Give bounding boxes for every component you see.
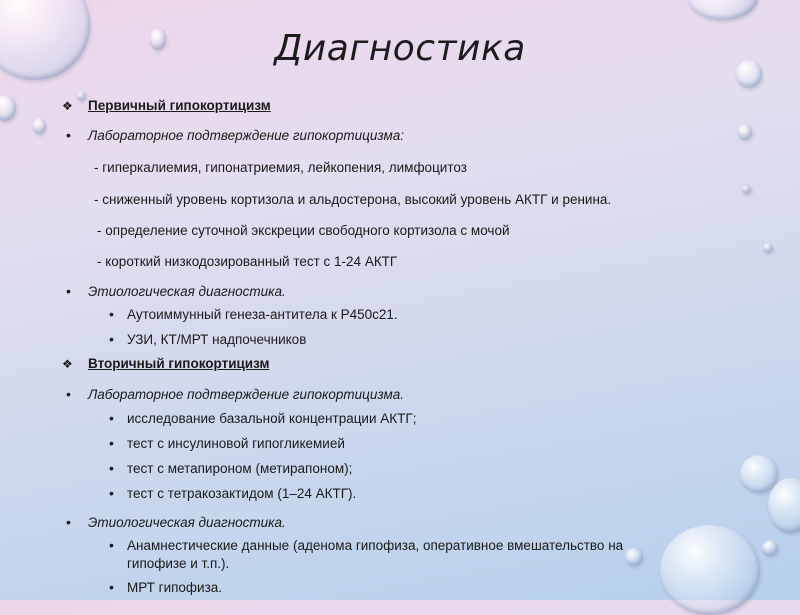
secondary-lab-title: Лабораторное подтверждение гипокортицизма. [88, 387, 405, 402]
secondary-lab-item: тест с инсулиновой гипогликемией [127, 436, 345, 451]
water-drop [762, 540, 778, 556]
secondary-etio-title: Этиологическая диагностика. [88, 515, 286, 530]
bullet-icon: • [109, 410, 114, 426]
diamond-bullet-icon: ❖ [62, 357, 73, 371]
primary-etio-item: УЗИ, КТ/МРТ надпочечников [127, 332, 307, 347]
primary-lab-item: - сниженный уровень кортизола и альдостерона, высокий уровень АКТГ и ренина. [94, 192, 612, 207]
bullet-icon: • [109, 435, 114, 451]
secondary-lab-item: исследование базальной концентрации АКТГ; [127, 411, 417, 426]
primary-lab-item: - гиперкалиемия, гипонатриемия, лейкопения, лимфоцитоз [94, 160, 467, 175]
primary-lab-title: Лабораторное подтверждение гипокортицизма: [88, 128, 405, 143]
secondary-etio-item: МРТ гипофиза. [127, 580, 223, 595]
bullet-icon: • [66, 283, 71, 299]
secondary-heading: Вторичный гипокортицизм [88, 356, 270, 371]
water-drop [33, 118, 46, 134]
water-drop [77, 91, 86, 101]
bullet-icon: • [66, 127, 71, 143]
secondary-etio-item: Анамнестические данные (аденома гипофиза, оперативное вмешательство на [127, 538, 624, 553]
water-drop [0, 95, 16, 121]
bullet-icon: • [109, 331, 114, 347]
primary-lab-item: - определение суточной экскреции свободного кортизола с мочой [97, 223, 510, 238]
water-drop [742, 185, 751, 194]
water-drop [763, 243, 773, 253]
bullet-icon: • [109, 485, 114, 501]
diamond-bullet-icon: ❖ [62, 99, 73, 113]
water-drop [688, 0, 758, 20]
slide-title: Диагностика [274, 28, 526, 69]
bullet-icon: • [109, 460, 114, 476]
bullet-icon: • [66, 386, 71, 402]
water-drop [768, 478, 800, 533]
primary-heading: Первичный гипокортицизм [88, 98, 271, 113]
secondary-lab-item: тест с тетракозактидом (1–24 АКТГ). [127, 486, 357, 501]
bullet-icon: • [109, 306, 114, 322]
secondary-etio-item: гипофизе и т.п.). [127, 556, 230, 571]
primary-etio-item: Аутоиммунный генеза-антитела к Р450с21. [127, 307, 398, 322]
water-drop [660, 525, 760, 615]
bullet-icon: • [66, 514, 71, 530]
primary-lab-item: - короткий низкодозированный тест с 1-24 АКТГ [97, 254, 398, 269]
secondary-lab-item: тест с метапироном (метирапоном); [127, 461, 353, 476]
bullet-icon: • [109, 537, 114, 553]
primary-etio-title: Этиологическая диагностика. [88, 284, 286, 299]
water-drop [625, 548, 643, 566]
bullet-icon: • [109, 579, 114, 595]
water-drop [738, 124, 752, 140]
